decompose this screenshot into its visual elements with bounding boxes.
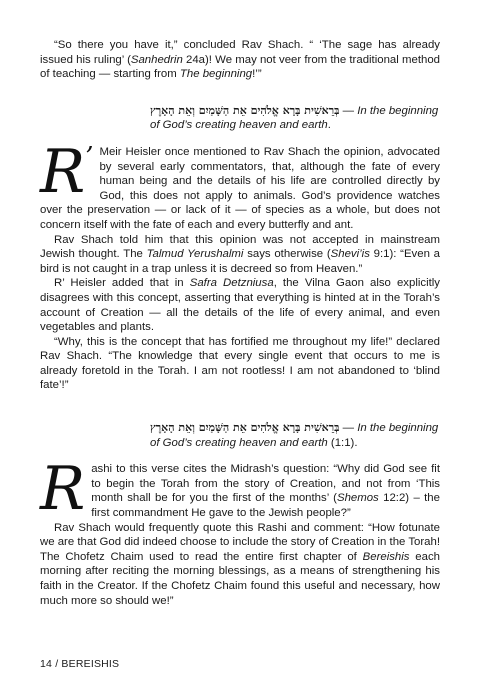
verse-heading-2 xyxy=(150,421,440,450)
verse-heading-1 xyxy=(150,104,440,133)
emphasis: The beginning xyxy=(179,68,253,81)
source-citation: Bereishis xyxy=(362,550,410,563)
text: (1:1). xyxy=(327,436,358,449)
source-citation: Safra Detzniusa xyxy=(189,277,274,290)
text: 9:1): “Even a bird is not caught in a trap unless it is decreed so from Heaven.” xyxy=(40,248,440,275)
text: R’ Heisler added that in xyxy=(54,277,190,290)
section1-paragraph-3 xyxy=(40,276,440,334)
text: 12:2) – the first commandment He gave to the Jewish people?” xyxy=(91,492,440,520)
text: . xyxy=(327,119,331,132)
intro-paragraph xyxy=(40,38,440,82)
dash: — xyxy=(339,422,358,435)
section1-paragraph-4 xyxy=(40,335,440,393)
text: Rav Shach told him that this opinion was not accepted in mainstream Jewish thought. The xyxy=(40,233,440,261)
drop-cap xyxy=(40,136,94,207)
source-citation: Shemos xyxy=(336,492,379,505)
dash: — xyxy=(339,104,358,117)
section1-paragraph-1 xyxy=(40,136,440,233)
text: 24a)! We may not veer from the traditional method of teaching — starting from xyxy=(40,53,440,81)
text: Meir Heisler once mentioned to Rav Shach the opinion, advocated by several early commentators, that, although the fate of every human being and the details of his life are controlled directly by God, this does not apply to animals. God’s providence watches over the preservation — or lack of it — of species as a whole, but does not concern itself with the fate of each and every butterfly and ant. xyxy=(40,145,440,231)
source-citation: Shevi’is xyxy=(330,248,370,261)
page-body xyxy=(40,38,440,608)
verse-translation: In the beginning of God’s creating heaven and earth xyxy=(150,104,439,132)
text: says otherwise ( xyxy=(243,248,331,261)
source-citation: Sanhedrin xyxy=(130,53,183,66)
drop-cap-apostrophe: ’ xyxy=(85,141,94,172)
drop-cap: R xyxy=(40,454,86,525)
page-folio: 14 / BEREISHIS xyxy=(40,658,120,670)
drop-cap-letter: R xyxy=(40,136,86,207)
text: !’” xyxy=(252,68,262,81)
verse-translation: In the beginning of God’s creating heaven and earth xyxy=(150,422,439,449)
hebrew-verse: בְּרֵאשִׁית בָּרָא אֱלֹהִים אֵת הַשָּׁמַיִם וְאֵת הָאָרֶץ xyxy=(150,103,340,117)
section2-paragraph-1 xyxy=(40,454,440,525)
text: ashi to this verse cites the Midrash’s question: “Why did God see fit to begin the Torah from the story of Creation, and not from ‘This month shall be for you the first of the months’ ( xyxy=(91,463,440,505)
hebrew-verse: בְּרֵאשִׁית בָּרָא אֱלֹהִים אֵת הַשָּׁמַיִם וְאֵת הָאָרֶץ xyxy=(150,421,340,435)
source-citation: Talmud Yerushalmi xyxy=(146,248,244,261)
text: each morning after reciting the morning blessings, as a means of strengthening his faith in the Creator. If the Chofetz Chaim found this useful and necessary, how much more so should we!” xyxy=(40,550,440,607)
section2-paragraph-2 xyxy=(40,521,440,609)
text: “So there you have it,” concluded Rav Shach. “ ‘The sage has already issued his ruling’ ( xyxy=(40,39,440,66)
text: Rav Shach would frequently quote this Rashi and comment: “How fotunate we are that God did indeed choose to include the story of Creation in the Torah! The Chofetz Chaim used to read the entire first chapter of xyxy=(40,521,440,563)
section1-paragraph-2 xyxy=(40,233,440,277)
text: “Why, this is the concept that has fortified me throughout my life!” declared Rav Shach. “The knowledge that every single event that occurs to me is already foretold in the Torah. I am not rootless! I am not abandoned to ‘blind fate’!” xyxy=(40,335,440,392)
text: , the Vilna Gaon also explicitly disagrees with this concept, asserting that everything is hinted at in the Torah’s account of Creation — all the details of the life of every animal, and even vegetables and plants. xyxy=(40,277,441,334)
